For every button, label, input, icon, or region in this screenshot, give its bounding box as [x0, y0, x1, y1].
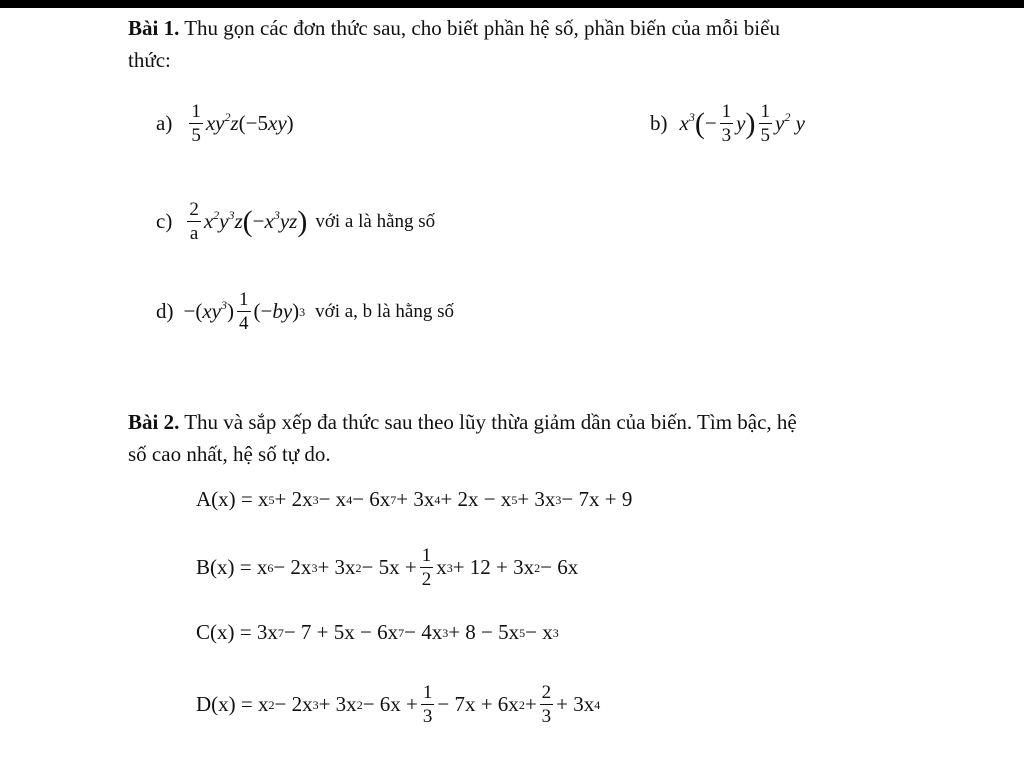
- bai2-line1: [128, 408, 797, 436]
- label-c: c): [156, 209, 173, 233]
- label-a: a): [156, 111, 173, 135]
- bai2-text-1: Thu và sắp xếp đa thức sau theo lũy thừa giảm dần của biến. Tìm bậc, hệ: [179, 410, 797, 434]
- expr-a: a) $\frac{1}{5}$ $xy^2z$ (−5 xy ): [156, 101, 294, 146]
- bai2-title: Bài 2.: [128, 410, 180, 434]
- label-b: b): [650, 111, 668, 135]
- label-d: d): [156, 299, 174, 323]
- frac-2-a: $\frac{2}{a}$: [189, 199, 199, 244]
- poly-c: C(x) = 3x 7 − 7 + 5x − 6x 7 − 4x 3 + 8 − 5x 5 − x 3: [196, 620, 559, 644]
- bai2-line2: số cao nhất, hệ số tự do.: [128, 442, 331, 466]
- bai1-text-1: Thu gọn các đơn thức sau, cho biết phần hệ số, phần biến của mỗi biểu: [179, 16, 780, 40]
- expr-d: d) −( $xy^3$ ) $\frac{1}{4}$ (− by ) 3 với a, b là hằng số: [156, 289, 454, 334]
- expr-b: b) $x^3$ ( − $\frac{1}{3}$ y ) $\frac{1}{5}$ $y^2$ y: [650, 101, 805, 146]
- note-c: với a là hằng số: [315, 210, 436, 232]
- poly-d: D(x) = x 2 − 2x 3 + 3x 2 − 6x + $\frac{1}{3}$ − 7x + 6x 2 + $\frac{2}{3}$ + 3x 4: [196, 682, 601, 727]
- top-border: [0, 0, 1024, 8]
- expr-c: c) $\frac{2}{a}$ $x^2y^3z$ ( − $x^3yz$ ) với a là hằng số: [156, 199, 436, 244]
- bai1-line2: thức:: [128, 48, 171, 72]
- bai1-line1: [128, 14, 780, 42]
- poly-a: A(x) = x 5 + 2x 3 − x 4 − 6x 7 + 3x 4 + 2x − x 5 + 3x 3 − 7x + 9: [196, 487, 633, 511]
- note-d: với a, b là hằng số: [315, 300, 454, 322]
- poly-b: B(x) = x 6 − 2x 3 + 3x 2 − 5x + $\frac{1}{2}$ x 3 + 12 + 3x 2 − 6x: [196, 545, 579, 590]
- bai1-title: Bài 1.: [128, 16, 180, 40]
- frac-1-5: $\frac{1}{5}$: [191, 101, 201, 146]
